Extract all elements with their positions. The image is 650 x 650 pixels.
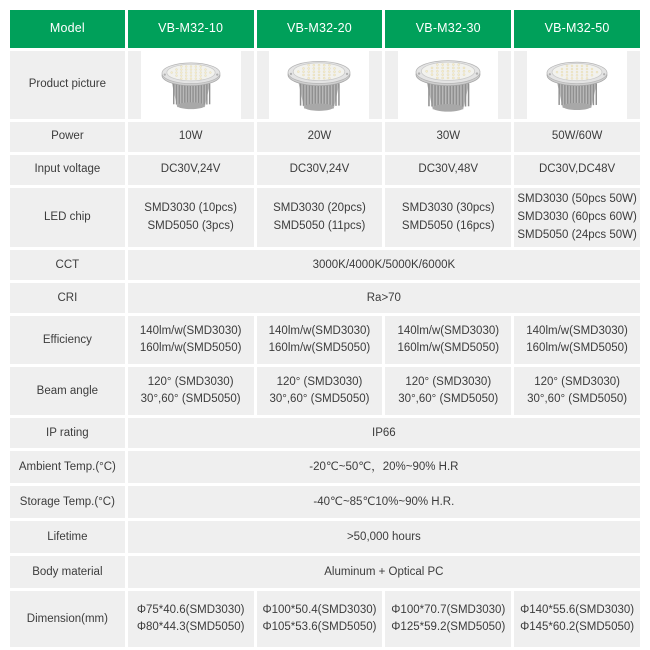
led-chip-line: SMD5050 (3pcs) bbox=[147, 219, 234, 232]
header-row bbox=[10, 10, 640, 48]
dimension-line: Φ105*53.6(SMD5050) bbox=[262, 621, 377, 634]
efficiency-cell-4 bbox=[514, 316, 640, 364]
row-label-power: Power bbox=[10, 122, 125, 152]
led-chip-cell-1 bbox=[128, 188, 254, 247]
product-picture-row bbox=[10, 51, 640, 119]
efficiency-line: 160lm/w(SMD5050) bbox=[139, 342, 242, 355]
dimension-line: Φ100*50.4(SMD3030) bbox=[262, 603, 377, 616]
led-chip-line: SMD3030 (10pcs) bbox=[144, 201, 237, 214]
dimension-line: Φ125*59.2(SMD5050) bbox=[391, 621, 506, 634]
efficiency-cell-1 bbox=[128, 316, 254, 364]
efficiency-line: 140lm/w(SMD3030) bbox=[139, 324, 242, 337]
header-col-vb-m32-20: VB-M32-20 bbox=[257, 10, 383, 48]
led-chip-row bbox=[10, 188, 640, 247]
cct-row bbox=[10, 250, 640, 280]
dimension-line: Φ140*55.6(SMD3030) bbox=[520, 603, 635, 616]
input-voltage-cell-4: DC30V,DC48V bbox=[514, 155, 640, 185]
dimension-cell-2 bbox=[257, 591, 383, 647]
beam-angle-line: 120° (SMD3030) bbox=[405, 375, 492, 388]
ip-rating-row bbox=[10, 418, 640, 448]
spec-table bbox=[7, 7, 643, 650]
cri-row bbox=[10, 283, 640, 313]
input-voltage-cell-1: DC30V,24V bbox=[128, 155, 254, 185]
cct-value-cell: 3000K/4000K/5000K/6000K bbox=[128, 250, 640, 280]
power-cell-3: 30W bbox=[385, 122, 511, 152]
row-label-input-voltage: Input voltage bbox=[10, 155, 125, 185]
beam-angle-line: 30°,60° (SMD5050) bbox=[398, 393, 499, 406]
led-module-photo bbox=[398, 51, 498, 119]
efficiency-line: 160lm/w(SMD5050) bbox=[526, 342, 628, 355]
beam-angle-cell-3 bbox=[385, 367, 511, 415]
row-label-body-material: Body material bbox=[10, 556, 125, 588]
dimension-row bbox=[10, 591, 640, 647]
lifetime-value-cell: >50,000 hours bbox=[128, 521, 640, 553]
beam-angle-line: 30°,60° (SMD5050) bbox=[140, 393, 241, 406]
header-model-label: Model bbox=[10, 10, 125, 48]
led-chip-cell-3 bbox=[385, 188, 511, 247]
product-picture-cell-1 bbox=[128, 51, 254, 119]
led-module-photo bbox=[141, 51, 241, 119]
product-picture-cell-2 bbox=[257, 51, 383, 119]
row-label-product-picture: Product picture bbox=[10, 51, 125, 119]
efficiency-line: 160lm/w(SMD5050) bbox=[268, 342, 371, 355]
power-cell-2: 20W bbox=[257, 122, 383, 152]
beam-angle-line: 30°,60° (SMD5050) bbox=[269, 393, 370, 406]
input-voltage-cell-3: DC30V,48V bbox=[385, 155, 511, 185]
led-chip-line: SMD3030 (60pcs 60W) bbox=[517, 210, 637, 223]
row-label-dimension: Dimension(mm) bbox=[10, 591, 125, 647]
dimension-cell-3 bbox=[385, 591, 511, 647]
row-label-beam-angle: Beam angle bbox=[10, 367, 125, 415]
header-col-vb-m32-10: VB-M32-10 bbox=[128, 10, 254, 48]
efficiency-cell-2 bbox=[257, 316, 383, 364]
row-label-ip-rating: IP rating bbox=[10, 418, 125, 448]
product-picture-cell-3 bbox=[385, 51, 511, 119]
beam-angle-line: 30°,60° (SMD5050) bbox=[527, 393, 628, 406]
led-chip-line: SMD5050 (16pcs) bbox=[401, 219, 495, 232]
dimension-cell-1 bbox=[128, 591, 254, 647]
efficiency-cell-3 bbox=[385, 316, 511, 364]
led-module-photo bbox=[527, 51, 627, 119]
dimension-line: Φ80*44.3(SMD5050) bbox=[136, 621, 245, 634]
led-chip-line: SMD5050 (24pcs 50W) bbox=[517, 228, 637, 241]
led-chip-line: SMD5050 (11pcs) bbox=[273, 219, 366, 232]
row-label-lifetime: Lifetime bbox=[10, 521, 125, 553]
power-row bbox=[10, 122, 640, 152]
input-voltage-row bbox=[10, 155, 640, 185]
led-module-photo bbox=[269, 51, 369, 119]
row-label-cct: CCT bbox=[10, 250, 125, 280]
led-chip-line: SMD3030 (30pcs) bbox=[401, 201, 495, 214]
efficiency-row bbox=[10, 316, 640, 364]
ambient-temp-value-cell: -20℃~50℃，20%~90% H.R bbox=[128, 451, 640, 483]
efficiency-line: 140lm/w(SMD3030) bbox=[268, 324, 371, 337]
beam-angle-cell-1 bbox=[128, 367, 254, 415]
product-picture-cell-4 bbox=[514, 51, 640, 119]
dimension-line: Φ75*40.6(SMD3030) bbox=[136, 603, 245, 616]
power-cell-4: 50W/60W bbox=[514, 122, 640, 152]
cri-value-cell: Ra>70 bbox=[128, 283, 640, 313]
dimension-cell-4 bbox=[514, 591, 640, 647]
header-col-vb-m32-30: VB-M32-30 bbox=[385, 10, 511, 48]
power-cell-1: 10W bbox=[128, 122, 254, 152]
beam-angle-line: 120° (SMD3030) bbox=[147, 375, 234, 388]
led-chip-line: SMD3030 (20pcs) bbox=[273, 201, 366, 214]
storage-temp-row bbox=[10, 486, 640, 518]
beam-angle-row bbox=[10, 367, 640, 415]
row-label-ambient-temp: Ambient Temp.(°C) bbox=[10, 451, 125, 483]
body-material-row bbox=[10, 556, 640, 588]
beam-angle-cell-4 bbox=[514, 367, 640, 415]
led-chip-line: SMD3030 (50pcs 50W) bbox=[517, 193, 637, 205]
led-chip-cell-2 bbox=[257, 188, 383, 247]
row-label-storage-temp: Storage Temp.(°C) bbox=[10, 486, 125, 518]
header-col-vb-m32-50: VB-M32-50 bbox=[514, 10, 640, 48]
efficiency-line: 140lm/w(SMD3030) bbox=[526, 324, 628, 337]
efficiency-line: 160lm/w(SMD5050) bbox=[397, 342, 500, 355]
row-label-efficiency: Efficiency bbox=[10, 316, 125, 364]
led-chip-cell-4 bbox=[514, 188, 640, 247]
dimension-line: Φ100*70.7(SMD3030) bbox=[391, 603, 506, 616]
dimension-line: Φ145*60.2(SMD5050) bbox=[520, 621, 635, 634]
input-voltage-cell-2: DC30V,24V bbox=[257, 155, 383, 185]
ambient-temp-row bbox=[10, 451, 640, 483]
efficiency-line: 140lm/w(SMD3030) bbox=[397, 324, 500, 337]
row-label-cri: CRI bbox=[10, 283, 125, 313]
beam-angle-line: 120° (SMD3030) bbox=[534, 375, 620, 388]
beam-angle-line: 120° (SMD3030) bbox=[276, 375, 363, 388]
storage-temp-value-cell: -40℃~85℃10%~90% H.R. bbox=[128, 486, 640, 518]
body-material-value-cell: Aluminum + Optical PC bbox=[128, 556, 640, 588]
beam-angle-cell-2 bbox=[257, 367, 383, 415]
lifetime-row bbox=[10, 521, 640, 553]
ip-rating-value-cell: IP66 bbox=[128, 418, 640, 448]
row-label-led-chip: LED chip bbox=[10, 188, 125, 247]
